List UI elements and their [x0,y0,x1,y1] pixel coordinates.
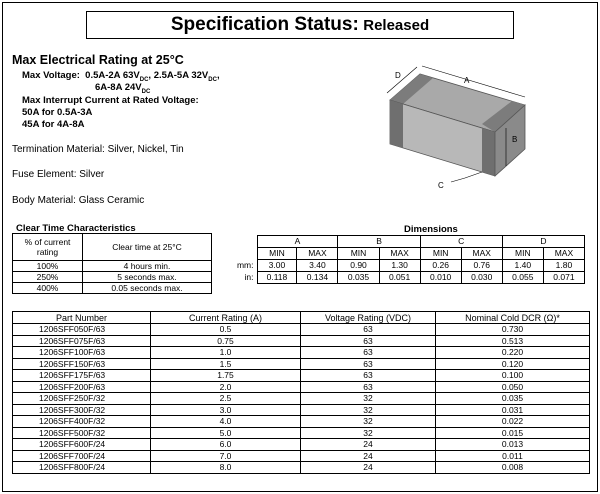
dc-subscript-1: DC [139,76,149,83]
current-rating-cell: 1.0 [151,347,301,359]
dim-cell: 0.055 [502,272,543,284]
dcr-cell: 0.730 [436,324,590,336]
voltage-rating-cell: 32 [301,416,436,428]
clear-cell: 100% [13,261,83,272]
dim-cell: 0.90 [338,260,379,272]
dim-cell: 0.010 [420,272,461,284]
interrupt-rating-2: 45A for 4A-8A [22,119,85,130]
dcr-cell: 0.011 [436,450,590,462]
current-rating-cell: 0.5 [151,324,301,336]
dcr-cell: 0.015 [436,427,590,439]
voltage-rating-cell: 63 [301,335,436,347]
dim-cell: 0.030 [461,272,502,284]
dim-cell: 0.035 [338,272,379,284]
part-number-cell: 1206SFF800F/24 [13,462,151,474]
table-row [13,358,590,370]
clear-cell: 0.05 seconds max. [83,283,212,294]
table-row [223,272,585,284]
dcr-cell: 0.008 [436,462,590,474]
part-number-cell: 1206SFF250F/32 [13,393,151,405]
dcr-cell: 0.050 [436,381,590,393]
part-number-cell: 1206SFF175F/63 [13,370,151,382]
dim-cell: 3.00 [257,260,297,272]
dimensions-table [223,235,585,284]
dimensions-title: Dimensions [404,224,458,235]
current-rating-cell: 4.0 [151,416,301,428]
part-number-cell: 1206SFF050F/63 [13,324,151,336]
current-rating-cell: 6.0 [151,439,301,451]
dim-line-c [451,178,465,182]
voltage-label: Max Voltage: [22,70,80,81]
dim-min-header: MIN [420,248,461,260]
dim-min-header: MIN [502,248,543,260]
dim-cell: 3.40 [297,260,338,272]
dim-cell: 0.071 [543,272,584,284]
table-row [13,416,590,428]
current-rating-cell: 8.0 [151,462,301,474]
part-number-cell: 1206SFF600F/24 [13,439,151,451]
voltage-value-2: 6A-8A 24V [95,82,142,93]
dcr-cell: 0.035 [436,393,590,405]
dim-label-c: C [438,181,444,190]
dim-group-a: A [257,236,338,248]
table-row [13,261,212,272]
dim-unit-mm: mm: [236,260,254,270]
current-rating-cell: 0.75 [151,335,301,347]
table-row [13,283,212,294]
part-number-cell: 1206SFF075F/63 [13,335,151,347]
dim-min-header: MIN [338,248,379,260]
clear-cell: 4 hours min. [83,261,212,272]
parts-header-voltage: Voltage Rating (VDC) [301,312,436,324]
dim-cell: 1.40 [502,260,543,272]
table-row [13,427,590,439]
table-row [13,393,590,405]
voltage-rating-cell: 32 [301,427,436,439]
parts-header-current: Current Rating (A) [151,312,301,324]
voltage-rating-cell: 63 [301,381,436,393]
chip-right-cap-front [482,128,495,176]
dim-cell: 0.76 [461,260,502,272]
dim-label-d: D [395,71,401,80]
dc-subscript-3: DC [141,88,151,95]
dcr-cell: 0.013 [436,439,590,451]
voltage-rating-cell: 24 [301,439,436,451]
dcr-cell: 0.120 [436,358,590,370]
dcr-cell: 0.100 [436,370,590,382]
dim-group-b: B [338,236,420,248]
current-rating-cell: 7.0 [151,450,301,462]
parts-table-body [13,324,590,474]
clear-cell: 400% [13,283,83,294]
voltage-value-1c: , [216,70,220,81]
table-row [13,335,590,347]
dim-group-d: D [502,236,584,248]
dim-cell: 0.051 [379,272,420,284]
chip-fuse-drawing [385,60,535,200]
dim-corner [223,236,257,248]
dcr-cell: 0.031 [436,404,590,416]
voltage-rating-cell: 24 [301,462,436,474]
current-rating-cell: 3.0 [151,404,301,416]
dim-max-header: MAX [379,248,420,260]
title-status: Released [363,17,430,34]
dcr-cell: 0.220 [436,347,590,359]
body-material: Body Material: Glass Ceramic [12,195,145,206]
clear-header-rating: % of current rating [13,234,83,261]
dim-max-header: MAX [297,248,338,260]
dim-cell: 1.80 [543,260,584,272]
dim-leader-c [465,172,482,178]
current-rating-cell: 2.0 [151,381,301,393]
table-row [13,462,590,474]
table-row [13,324,590,336]
interrupt-rating-1: 50A for 0.5A-3A [22,107,93,118]
voltage-value-1a: 0.5A-2A 63V [85,70,140,81]
part-number-cell: 1206SFF100F/63 [13,347,151,359]
dim-max-header: MAX [543,248,584,260]
dim-label-a: A [464,76,470,85]
fuse-element: Fuse Element: Silver [12,169,105,180]
title-main: Specification Status: [170,14,359,35]
dim-max-header: MAX [461,248,502,260]
table-row [13,450,590,462]
clear-header-time: Clear time at 25°C [83,234,212,261]
clear-time-title: Clear Time Characteristics [16,223,136,234]
current-rating-cell: 2.5 [151,393,301,405]
dim-subheader-blank [223,248,257,260]
voltage-rating-cell: 63 [301,370,436,382]
part-number-cell: 1206SFF200F/63 [13,381,151,393]
dim-group-c: C [420,236,502,248]
voltage-rating-cell: 63 [301,358,436,370]
voltage-rating-cell: 63 [301,347,436,359]
max-voltage-line1 [22,70,220,83]
dcr-cell: 0.022 [436,416,590,428]
parts-header-part-number: Part Number [13,312,151,324]
voltage-rating-cell: 32 [301,404,436,416]
current-rating-cell: 5.0 [151,427,301,439]
parts-table [12,311,590,474]
dim-cell: 0.26 [420,260,461,272]
electrical-heading: Max Electrical Rating at 25°C [12,53,184,67]
part-number-cell: 1206SFF300F/32 [13,404,151,416]
dim-cell: 0.118 [257,272,297,284]
voltage-value-1b: , 2.5A-5A 32V [148,70,209,81]
dim-cell: 0.134 [297,272,338,284]
table-row [13,272,212,283]
max-voltage-line2 [95,82,150,95]
table-row [13,370,590,382]
part-number-cell: 1206SFF400F/32 [13,416,151,428]
interrupt-label: Max Interrupt Current at Rated Voltage: [22,95,199,106]
table-row [223,260,585,272]
part-number-cell: 1206SFF500F/32 [13,427,151,439]
parts-header-dcr: Nominal Cold DCR (Ω)* [436,312,590,324]
table-row [13,381,590,393]
clear-cell: 250% [13,272,83,283]
clear-cell: 5 seconds max. [83,272,212,283]
voltage-rating-cell: 32 [301,393,436,405]
clear-time-table [12,233,212,294]
part-number-cell: 1206SFF150F/63 [13,358,151,370]
dc-subscript-2: DC [208,76,217,83]
dim-min-header: MIN [257,248,297,260]
table-row [13,439,590,451]
dcr-cell: 0.513 [436,335,590,347]
current-rating-cell: 1.5 [151,358,301,370]
dim-unit-in: in: [244,272,254,282]
current-rating-cell: 1.75 [151,370,301,382]
dim-label-b: B [512,135,518,144]
table-row [13,404,590,416]
table-row [13,347,590,359]
part-number-cell: 1206SFF700F/24 [13,450,151,462]
termination-material: Termination Material: Silver, Nickel, Tin [12,144,184,155]
dim-cell: 1.30 [379,260,420,272]
voltage-rating-cell: 63 [301,324,436,336]
voltage-rating-cell: 24 [301,450,436,462]
spec-status-title [86,11,514,39]
chip-left-cap-front [390,100,403,148]
